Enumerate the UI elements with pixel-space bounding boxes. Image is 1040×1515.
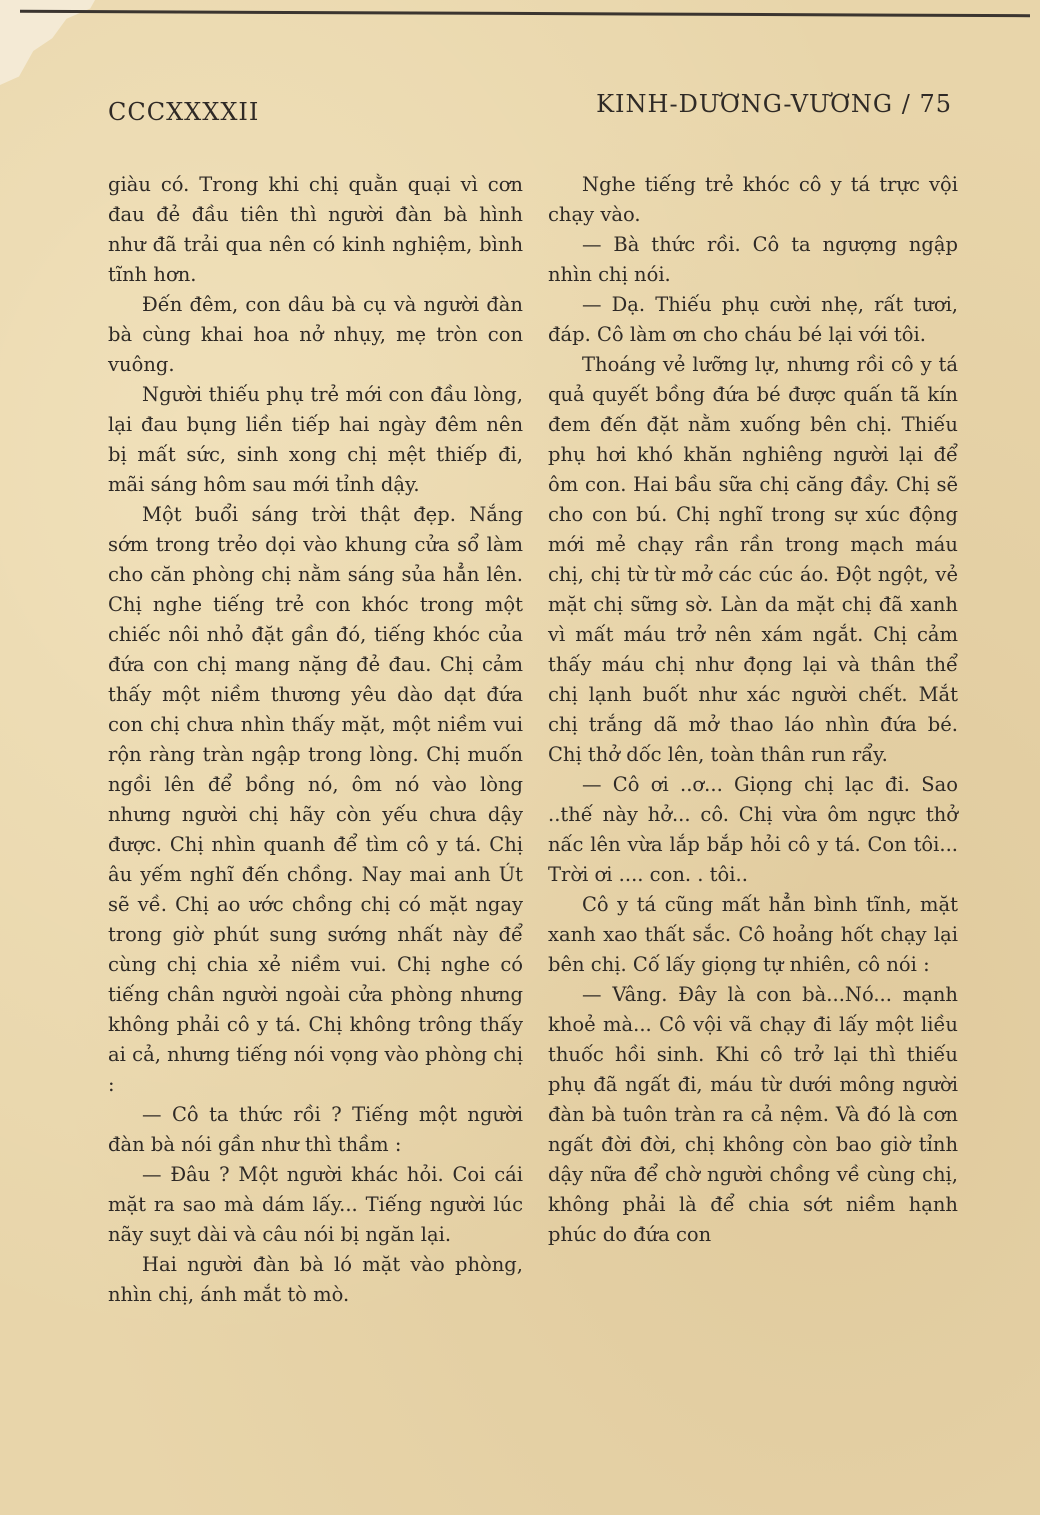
- paragraph: — Cô ta thức rồi ? Tiếng một người đàn bà nói gần như thì thầm :: [108, 1103, 523, 1156]
- running-title: KINH-DƯƠNG-VƯƠNG / 75: [596, 90, 952, 118]
- paragraph: Đến đêm, con dâu bà cụ và người đàn bà cùng khai hoa nở nhụy, mẹ tròn con vuông.: [108, 293, 523, 376]
- paragraph: — Bà thức rồi. Cô ta ngượng ngập nhìn chị nói.: [548, 233, 958, 286]
- paragraph: Thoáng vẻ lưỡng lự, nhưng rồi cô y tá quả quyết bồng đứa bé được quấn tã kín đem đến đặt nằm xuống bên chị. Thiếu phụ hơi khó khăn nghiêng người lại để ôm con. Hai bầu sữa chị căng đầy. Chị sẽ cho con bú. Chị nghĩ trong sự xúc động mới mẻ chạy rần rần trong mạch máu chị, chị từ từ mở các cúc áo. Đột ngột, vẻ mặt chị sững sờ. Làn da mặt chị đã xanh vì mất máu trở nên xám ngắt. Chị cảm thấy máu chị như đọng lại và thân thể chị lạnh buốt như xác người chết. Mắt chị trắng dã mở thao láo nhìn đứa bé. Chị thở dốc lên, toàn thân run rẩy.: [548, 353, 958, 766]
- right-column: [548, 170, 958, 1250]
- paragraph: — Vâng. Đây là con bà...Nó... mạnh khoẻ mà... Cô vội vã chạy đi lấy một liều thuốc hồi sinh. Khi cô trở lại thì thiếu phụ đã ngất đi, máu từ dưới mông người đàn bà tuôn tràn ra cả nệm. Và đó là cơn ngất đời đời, chị không còn bao giờ tỉnh dậy nữa để chờ người chồng về cùng chị, không phải là để chia sớt niềm hạnh phúc do đứa con: [548, 983, 958, 1246]
- top-rule: [20, 10, 1030, 17]
- paragraph: Nghe tiếng trẻ khóc cô y tá trực vội chạy vào.: [548, 173, 958, 226]
- running-header: [0, 90, 1040, 130]
- left-column: [108, 170, 523, 1310]
- paragraph: Một buổi sáng trời thật đẹp. Nắng sớm trong trẻo dọi vào khung cửa sổ làm cho căn phòng chị nằm sáng sủa hẳn lên. Chị nghe tiếng trẻ con khóc trong một chiếc nôi nhỏ đặt gần đó, tiếng khóc của đứa con chị mang nặng đẻ đau. Chị cảm thấy một niềm thương yêu dào dạt đứa con chị chưa nhìn thấy mặt, một niềm vui rộn ràng tràn ngập trong lòng. Chị muốn ngồi lên để bồng nó, ôm nó vào lòng nhưng người chị hãy còn yếu chưa dậy được. Chị nhìn quanh để tìm cô y tá. Chị âu yếm nghĩ đến chồng. Nay mai anh Út sẽ về. Chị ao ước chồng chị có mặt ngay trong giờ phút sung sướng nhất này để cùng chị chia xẻ niềm vui. Chị nghe có tiếng chân người ngoài cửa phòng nhưng không phải cô y tá. Chị không trông thấy ai cả, nhưng tiếng nói vọng vào phòng chị :: [108, 503, 523, 1096]
- paragraph: — Đâu ? Một người khác hỏi. Coi cái mặt ra sao mà dám lấy... Tiếng người lúc nãy suỵt dài và câu nói bị ngăn lại.: [108, 1163, 523, 1246]
- paragraph: — Dạ. Thiếu phụ cười nhẹ, rất tươi, đáp. Cô làm ơn cho cháu bé lại với tôi.: [548, 293, 958, 346]
- paragraph: giàu có. Trong khi chị quằn quại vì cơn đau đẻ đầu tiên thì người đàn bà hình như đã trải qua nên có kinh nghiệm, bình tĩnh hơn.: [108, 173, 523, 286]
- paragraph: Cô y tá cũng mất hẳn bình tĩnh, mặt xanh xao thất sắc. Cô hoảng hốt chạy lại bên chị. Cố lấy giọng tự nhiên, cô nói :: [548, 893, 958, 976]
- paragraph: Hai người đàn bà ló mặt vào phòng, nhìn chị, ánh mắt tò mò.: [108, 1253, 523, 1306]
- page-number-roman: CCCXXXXII: [108, 98, 260, 126]
- paragraph: — Cô ơi ..ơ... Giọng chị lạc đi. Sao ..thế này hở... cô. Chị vừa ôm ngực thở nấc lên vừa lắp bắp hỏi cô y tá. Con tôi... Trời ơi .... con. . tôi..: [548, 773, 958, 886]
- paragraph: Người thiếu phụ trẻ mới con đầu lòng, lại đau bụng liền tiếp hai ngày đêm nên bị mất sức, sinh xong chị mệt thiếp đi, mãi sáng hôm sau mới tỉnh dậy.: [108, 383, 523, 496]
